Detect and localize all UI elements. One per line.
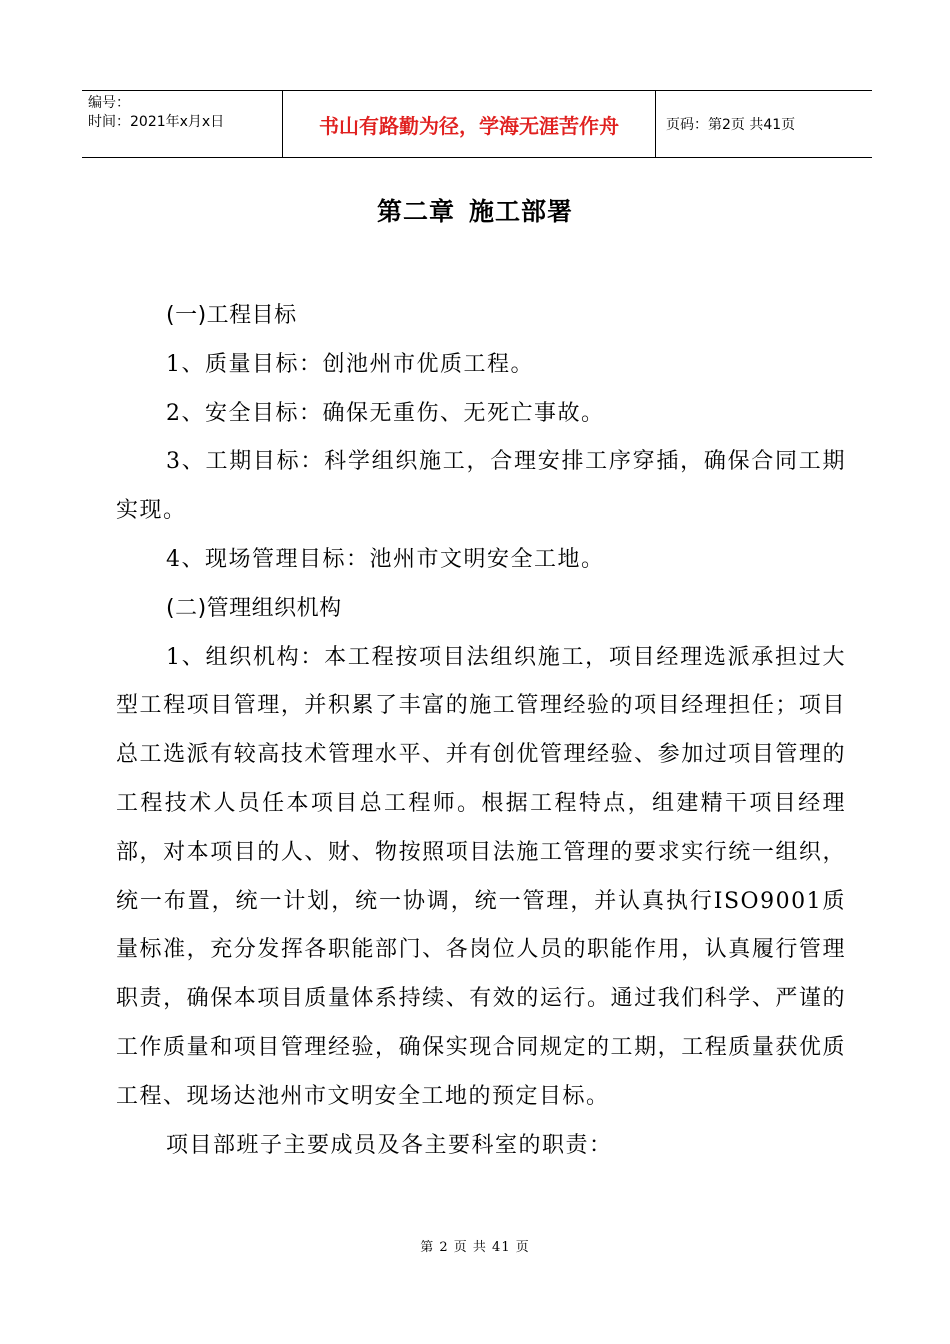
chapter-number: 第二章	[376, 197, 455, 226]
section-heading-goals: (一)工程目标	[166, 303, 297, 328]
header-page-info: 页码：第2页 共41页	[666, 117, 796, 133]
page-header-table	[82, 90, 872, 158]
document-number-label: 编号：	[88, 95, 130, 111]
page-footer-number: 第 2 页 共 41 页	[420, 1240, 530, 1255]
goal-schedule: 3、工期目标：科学组织施工，合理安排工序穿插，确保合同工期实现。	[116, 449, 846, 524]
organization-paragraph: 1、组织机构：本工程按项目法组织施工，项目经理选派承担过大型工程项目管理，并积累了丰富的施工管理经验的项目经理担任；项目总工选派有较高技术管理水平、并有创优管理经验、参加过项目管理的工程技术人员任本项目总工程师。根据工程特点，组建精干项目经理部，对本项目的人、财、物按照项目法施工管理的要求实行统一组织，统一布置，统一计划，统一协调，统一管理，并认真执行ISO9001质量标准，充分发挥各职能部门、各岗位人员的职能作用，认真履行管理职责，确保本项目质量体系持续、有效的运行。通过我们科学、严谨的工作质量和项目管理经验，确保实现合同规定的工期，工程质量获优质工程、现场达池州市文明安全工地的预定目标。	[116, 644, 846, 1109]
chapter-title	[0, 192, 950, 228]
document-time-label: 时间：2021年x月x日	[88, 114, 225, 130]
goal-site-management: 4、现场管理目标：池州市文明安全工地。	[166, 546, 605, 572]
section-heading-organization: (二)管理组织机构	[166, 595, 342, 621]
header-meta-cell	[82, 91, 283, 157]
header-motto: 书山有路勤为径，学海无涯苦作舟	[283, 91, 656, 157]
goal-safety: 2、安全目标：确保无重伤、无死亡事故。	[166, 400, 605, 426]
chapter-name: 施工部署	[469, 197, 574, 226]
document-body	[116, 292, 846, 1170]
duties-intro: 项目部班子主要成员及各主要科室的职责：	[166, 1132, 613, 1158]
goal-quality: 1、质量目标：创池州市优质工程。	[166, 351, 534, 377]
